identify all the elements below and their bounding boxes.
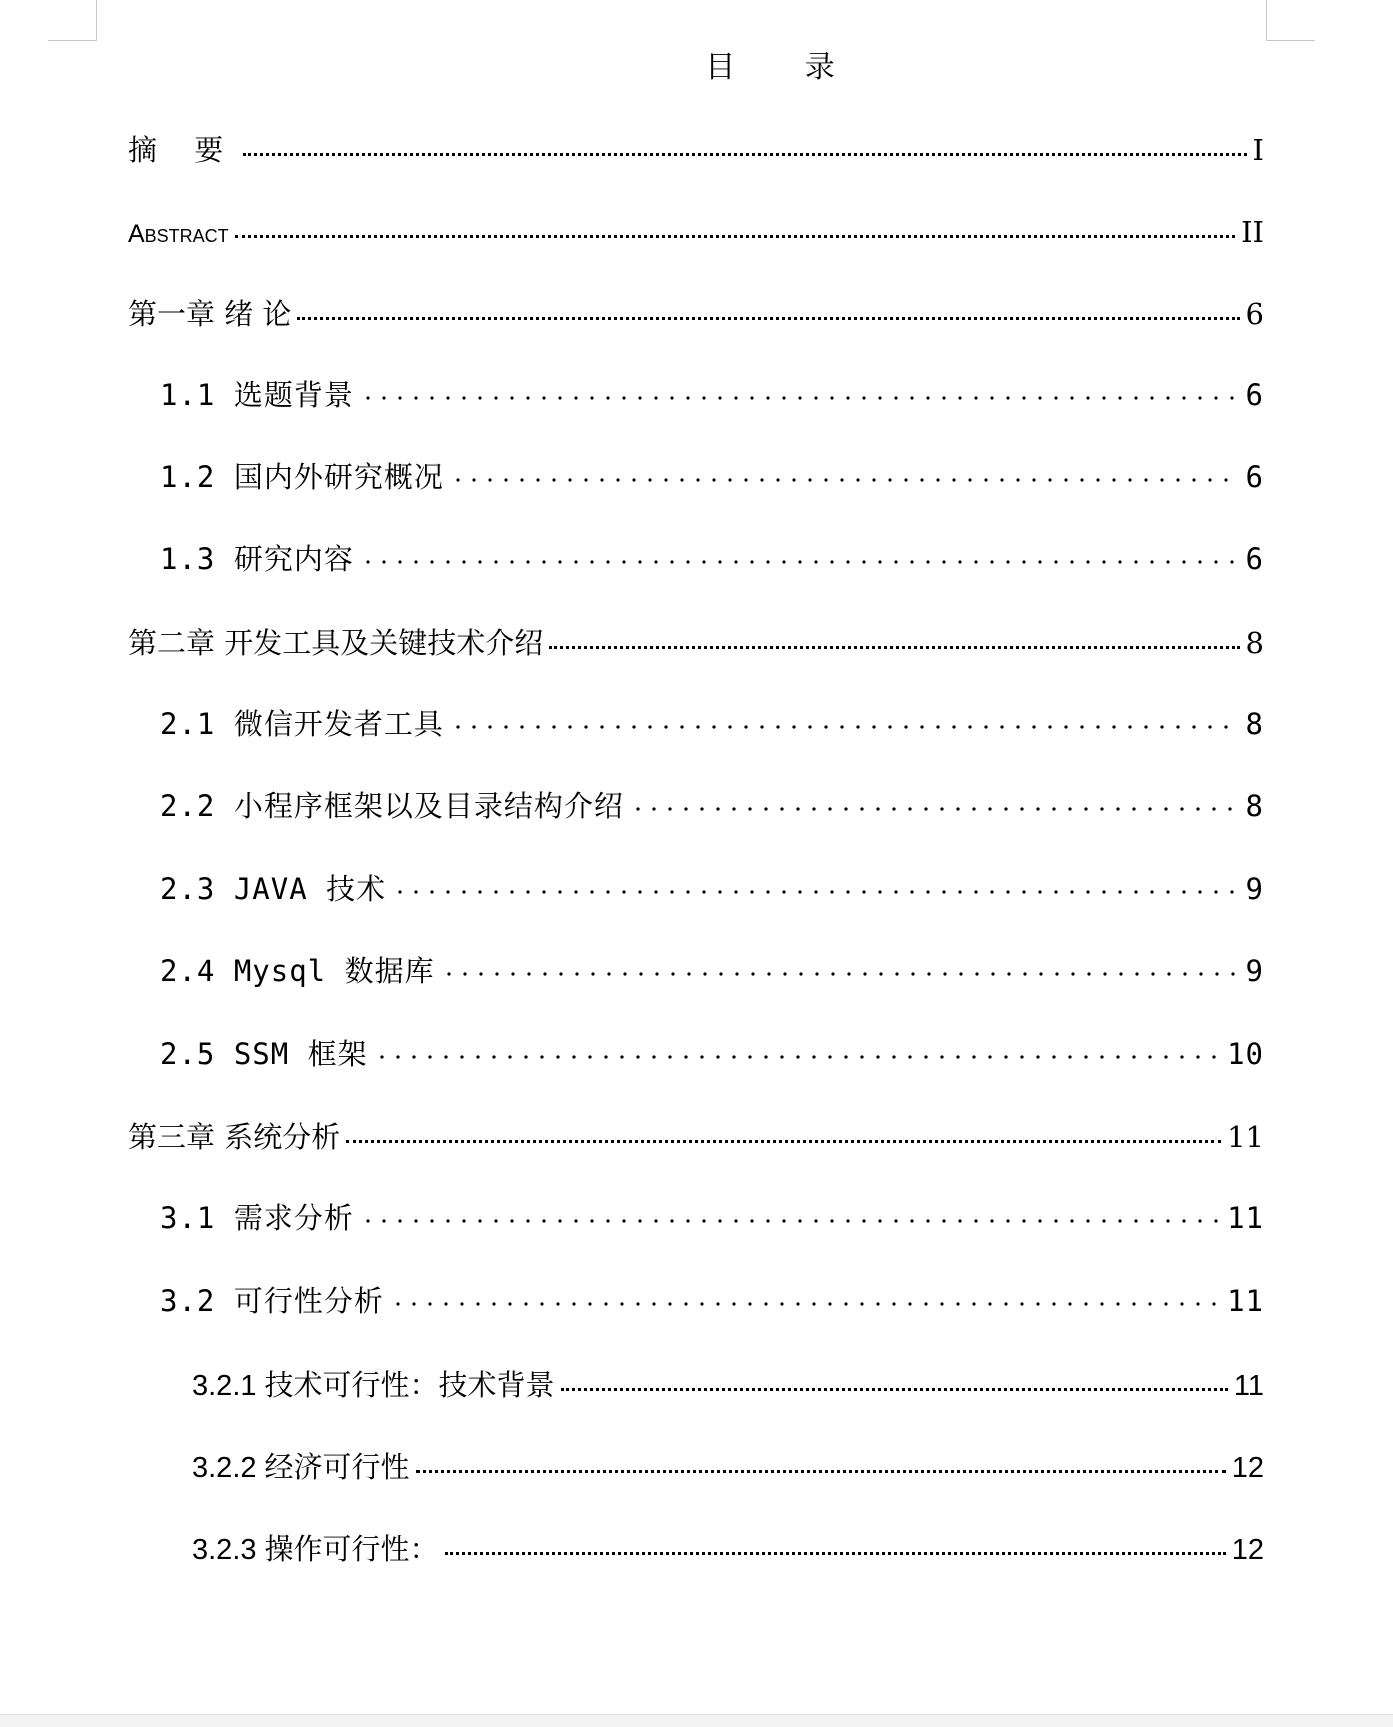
toc-entry[interactable] [160,867,1264,907]
toc-entry[interactable] [160,1279,1264,1319]
toc-entry-label: 摘 要 [128,133,238,167]
toc-entry-label: 第二章 开发工具及关键技术介绍 [128,626,544,660]
crop-mark-top-left [48,0,97,41]
toc-entry-label: 2.2 小程序框架以及目录结构介绍 [160,789,624,823]
toc-entry-label: 3.2.1 技术可行性：技术背景 [192,1370,555,1402]
toc-entry[interactable] [160,1196,1264,1236]
toc-entry-page: 6 [1245,542,1264,576]
toc-entry-label: 3.2 可行性分析 [160,1284,384,1318]
toc-entry[interactable] [128,1114,1264,1154]
toc-entry-page: 6 [1245,378,1264,412]
toc-entry[interactable] [192,1526,1264,1566]
toc-entry[interactable] [160,702,1264,742]
dot-leader [360,535,1240,565]
toc-entry-page: 10 [1227,1037,1264,1071]
dot-leader [235,205,1235,238]
toc-entry[interactable] [128,127,1264,167]
dot-leader [450,700,1240,730]
toc-entry-label: Abstract [128,220,229,248]
toc-entry[interactable] [160,784,1264,824]
toc-entry-label: 1.3 研究内容 [160,542,354,576]
toc-entry[interactable] [128,209,1264,249]
toc-entry[interactable] [128,620,1264,660]
toc-entry-page: 6 [1245,460,1264,494]
toc-entry-page: II [1241,215,1264,249]
toc-entry-label: 3.2.2 经济可行性 [192,1452,410,1484]
dot-leader [392,865,1239,895]
dot-leader [346,1110,1221,1143]
toc-entry-page: 8 [1245,707,1264,741]
dot-leader [297,287,1239,320]
toc-entry-label: 2.1 微信开发者工具 [160,707,444,741]
toc-entry[interactable] [128,291,1264,331]
page-bottom-edge [0,1714,1393,1727]
dot-leader [416,1440,1226,1473]
dot-leader [390,1277,1221,1307]
dot-leader [561,1358,1228,1391]
toc-entry[interactable] [160,373,1264,413]
toc-entry[interactable] [160,1032,1264,1072]
toc-entry-page: 12 [1231,1534,1264,1566]
toc-entry-page: I [1252,133,1264,167]
dot-leader [630,782,1240,812]
toc-entry-label: 3.2.3 操作可行性： [192,1534,439,1566]
toc-entry-page: 8 [1245,789,1264,823]
toc-entry-label: 2.3 JAVA 技术 [160,872,387,906]
dot-leader [549,616,1239,649]
dot-leader [441,947,1240,977]
toc-entry-label: 1.2 国内外研究概况 [160,460,444,494]
toc-entry[interactable] [192,1444,1264,1484]
toc-entry-page: 11 [1233,1370,1264,1402]
toc-title: 目 录 [705,50,865,85]
dot-leader [445,1522,1226,1555]
dot-leader [450,453,1240,483]
toc-entry-label: 2.5 SSM 框架 [160,1037,368,1071]
toc-entry-label: 1.1 选题背景 [160,378,354,412]
toc-entry-label: 2.4 Mysql 数据库 [160,954,435,988]
toc-entry-page: 6 [1245,297,1264,331]
dot-leader [243,123,1246,156]
crop-mark-top-right [1266,0,1315,41]
toc-entry[interactable] [160,537,1264,577]
toc-entry-page: 11 [1227,1284,1264,1318]
toc-entry-label: 第三章 系统分析 [128,1120,341,1154]
toc-entry-page: 11 [1227,1201,1264,1235]
toc-entry-page: 8 [1245,626,1264,660]
toc-entry-page: 9 [1245,954,1264,988]
dot-leader [360,371,1240,401]
toc-entry[interactable] [192,1362,1264,1402]
dot-leader [360,1194,1221,1224]
toc-entry-page: 9 [1245,872,1264,906]
toc-entry-label: 3.1 需求分析 [160,1201,354,1235]
toc-entry[interactable] [160,949,1264,989]
toc-entry[interactable] [160,455,1264,495]
toc-entry-page: 12 [1231,1452,1264,1484]
dot-leader [374,1030,1221,1060]
toc-entry-label: 第一章 绪 论 [128,297,292,331]
toc-entry-page: 11 [1227,1120,1264,1154]
